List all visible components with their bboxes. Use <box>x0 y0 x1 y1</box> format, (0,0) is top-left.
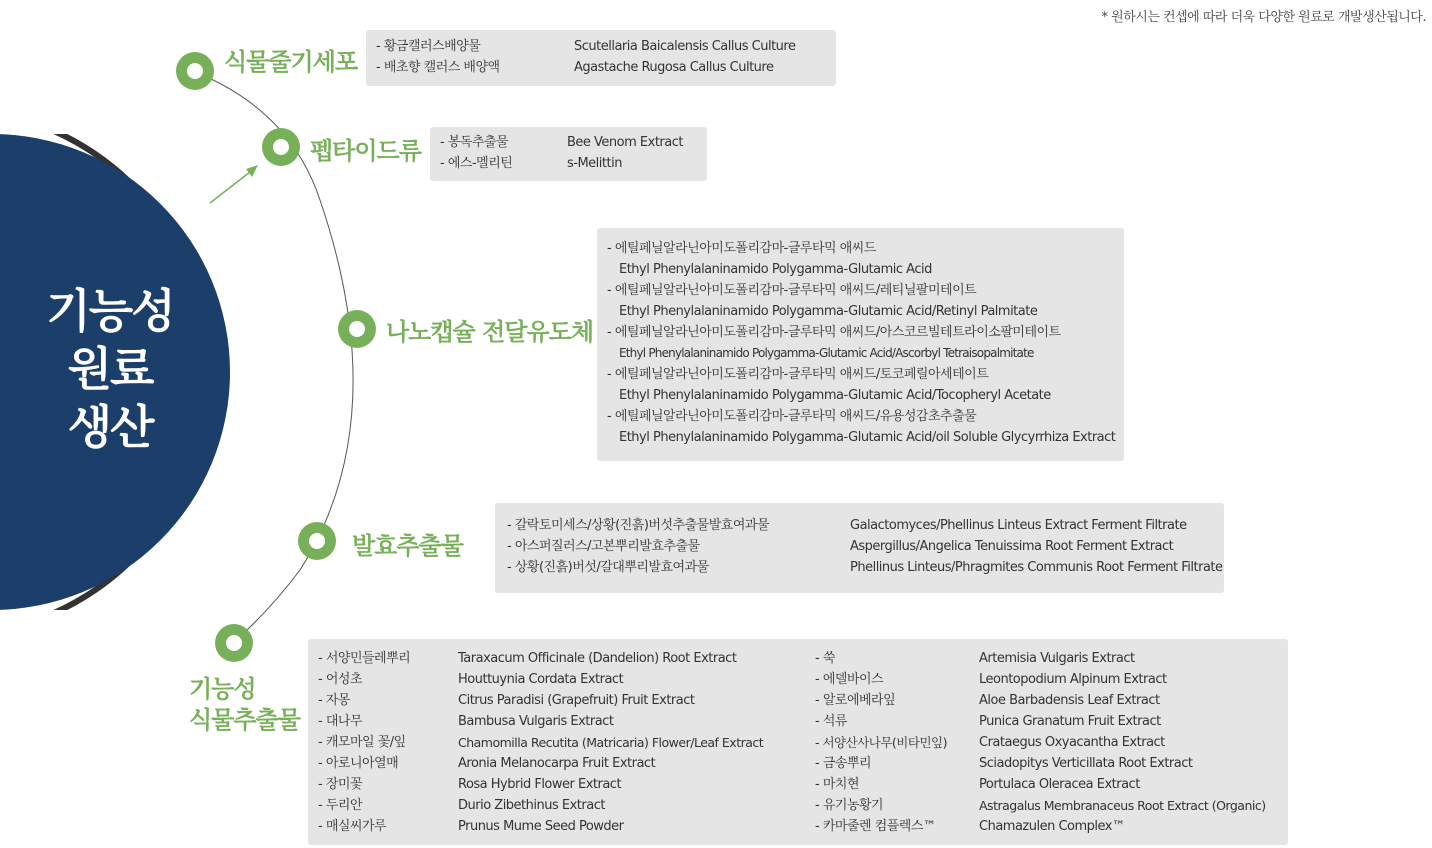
list-item-en: Ethyl Phenylalaninamido Polygamma-Glutamic Acid/Retinyl Palmitate <box>619 304 1038 319</box>
node-plant-extract-icon <box>215 624 253 662</box>
list-item-ko: - 에틸페닐알라닌아미도폴리감마-글루타믹 애씨드 <box>607 241 876 256</box>
table-row <box>318 753 1278 774</box>
item-en: Citrus Paradisi (Grapefruit) Fruit Extract <box>458 693 695 708</box>
item-en: Phellinus Linteus/Phragmites Communis Root Ferment Filtrate <box>850 560 1223 575</box>
list-item-ko: - 에틸페닐알라닌아미도폴리감마-글루타믹 애씨드/토코페릴아세테이트 <box>607 367 989 382</box>
table-row <box>318 690 1278 711</box>
list-item <box>376 57 826 78</box>
item-ko: - 카마줄렌 컴플렉스™ <box>815 819 936 834</box>
category-title-stem-cell: 식물줄기세포 <box>224 48 358 76</box>
node-peptide-icon <box>262 128 300 166</box>
item-ko: - 자몽 <box>318 693 350 708</box>
box-ferment <box>495 503 1224 593</box>
hub-line-2: 원료 <box>67 342 153 396</box>
list-item-en: Ethyl Phenylalaninamido Polygamma-Glutamic Acid/Tocopheryl Acetate <box>619 388 1051 403</box>
item-en: Taraxacum Officinale (Dandelion) Root Extract <box>458 651 737 666</box>
arrow-head-icon <box>246 165 258 177</box>
table-row <box>318 711 1278 732</box>
item-ko: - 서양민들레뿌리 <box>318 651 411 666</box>
list-item-en: Ethyl Phenylalaninamido Polygamma-Glutamic Acid/oil Soluble Glycyrrhiza Extract <box>619 430 1116 445</box>
item-ko: - 서양산사나무(비타민잎) <box>815 735 947 750</box>
item-en: Sciadopitys Verticillata Root Extract <box>979 756 1193 771</box>
list-item-ko: - 에틸페닐알라닌아미도폴리감마-글루타믹 애씨드/레티닐팔미테이트 <box>607 283 977 298</box>
box-peptide <box>430 127 707 181</box>
item-en: Crataegus Oxyacantha Extract <box>979 735 1165 750</box>
item-en: Chamazulen Complex™ <box>979 819 1125 834</box>
list-item <box>507 515 1212 536</box>
item-en: Chamomilla Recutita (Matricaria) Flower/Leaf Extract <box>458 735 764 750</box>
item-ko: - 어성초 <box>318 672 362 687</box>
plant-title-line-2: 식물추출물 <box>189 706 300 734</box>
item-ko: - 상황(진흙)버섯/갈대뿌리발효여과물 <box>507 560 709 575</box>
item-en: Astragalus Membranaceus Root Extract (Organic) <box>979 798 1266 813</box>
list-item <box>440 132 697 153</box>
category-title-nano-capsule: 나노캡슐 전달유도체 <box>386 318 594 346</box>
list-item <box>507 536 1212 557</box>
item-ko: - 유기농황기 <box>815 798 884 813</box>
box-nano-capsule <box>597 228 1124 461</box>
list-item <box>376 36 826 57</box>
list-item-ko: - 에틸페닐알라닌아미도폴리감마-글루타믹 애씨드/아스코르빌테트라이소팔미테이트 <box>607 325 1061 340</box>
item-en: Aloe Barbadensis Leaf Extract <box>979 693 1160 708</box>
table-row <box>318 816 1278 837</box>
item-ko: - 대나무 <box>318 714 362 729</box>
item-ko: - 금송뿌리 <box>815 756 872 771</box>
item-ko: - 매실씨가루 <box>318 819 387 834</box>
table-row <box>318 648 1278 669</box>
item-ko: - 아스퍼질러스/고본뿌리발효추출물 <box>507 539 700 554</box>
item-ko: - 봉독추출물 <box>440 135 509 150</box>
item-ko: - 두리안 <box>318 798 362 813</box>
item-ko: - 에스-멜리틴 <box>440 156 513 171</box>
node-nano-capsule-icon <box>338 310 376 348</box>
item-ko: - 갈락토미세스/상황(진흙)버섯추출물발효여과물 <box>507 518 770 533</box>
item-en: Leontopodium Alpinum Extract <box>979 672 1167 687</box>
item-en: Prunus Mume Seed Powder <box>458 819 624 834</box>
item-en: s-Melittin <box>567 156 622 171</box>
item-ko: - 알로에베라잎 <box>815 693 896 708</box>
item-en: Portulaca Oleracea Extract <box>979 777 1140 792</box>
plant-title-line-1: 기능성 <box>189 675 256 703</box>
list-item-en: Ethyl Phenylalaninamido Polygamma-Glutamic Acid <box>619 262 932 277</box>
item-en: Aspergillus/Angelica Tenuissima Root Ferment Extract <box>850 539 1174 554</box>
item-en: Aronia Melanocarpa Fruit Extract <box>458 756 656 771</box>
item-en: Houttuynia Cordata Extract <box>458 672 624 687</box>
table-row <box>318 774 1278 795</box>
item-en: Durio Zibethinus Extract <box>458 798 605 813</box>
hub-line-1: 기능성 <box>46 284 174 338</box>
box-plant-extract <box>308 639 1288 845</box>
node-stem-cell-icon <box>176 52 214 90</box>
item-en: Bambusa Vulgaris Extract <box>458 714 614 729</box>
item-en: Rosa Hybrid Flower Extract <box>458 777 622 792</box>
list-item <box>507 557 1223 578</box>
item-ko: - 에델바이스 <box>815 672 884 687</box>
list-item-ko: - 에틸페닐알라닌아미도폴리감마-글루타믹 애씨드/유용성감초추출물 <box>607 409 977 424</box>
item-en: Punica Granatum Fruit Extract <box>979 714 1161 729</box>
item-en: Galactomyces/Phellinus Linteus Extract Ferment Filtrate <box>850 518 1187 533</box>
list-item-en: Ethyl Phenylalaninamido Polygamma-Glutamic Acid/Ascorbyl Tetraisopalmitate <box>619 346 1034 360</box>
list-item <box>440 153 697 174</box>
item-ko: - 마치현 <box>815 777 859 792</box>
item-ko: - 석류 <box>815 714 847 729</box>
item-ko: - 아로니아열매 <box>318 756 399 771</box>
footnote: * 원하시는 컨셉에 따라 더욱 다양한 원료로 개발생산됩니다. <box>1101 10 1426 25</box>
item-ko: - 배초향 캘러스 배양액 <box>376 60 500 75</box>
hub-title <box>0 282 220 456</box>
item-ko: - 황금캘러스배양물 <box>376 39 481 54</box>
table-row <box>318 669 1278 690</box>
table-row <box>318 732 1278 753</box>
box-stem-cell <box>366 30 836 86</box>
item-ko: - 장미꽃 <box>318 777 362 792</box>
item-en: Artemisia Vulgaris Extract <box>979 651 1135 666</box>
category-title-ferment: 발효추출물 <box>352 532 463 560</box>
category-title-plant-extract <box>189 674 300 736</box>
item-en: Agastache Rugosa Callus Culture <box>574 60 774 75</box>
item-ko: - 캐모마일 꽃/잎 <box>318 735 406 750</box>
item-ko: - 쑥 <box>815 651 835 666</box>
item-en: Bee Venom Extract <box>567 135 683 150</box>
node-ferment-icon <box>298 522 336 560</box>
hub-line-3: 생산 <box>67 400 153 454</box>
category-title-peptide: 펩타이드류 <box>310 137 421 165</box>
table-row <box>318 795 1278 816</box>
item-en: Scutellaria Baicalensis Callus Culture <box>574 39 796 54</box>
